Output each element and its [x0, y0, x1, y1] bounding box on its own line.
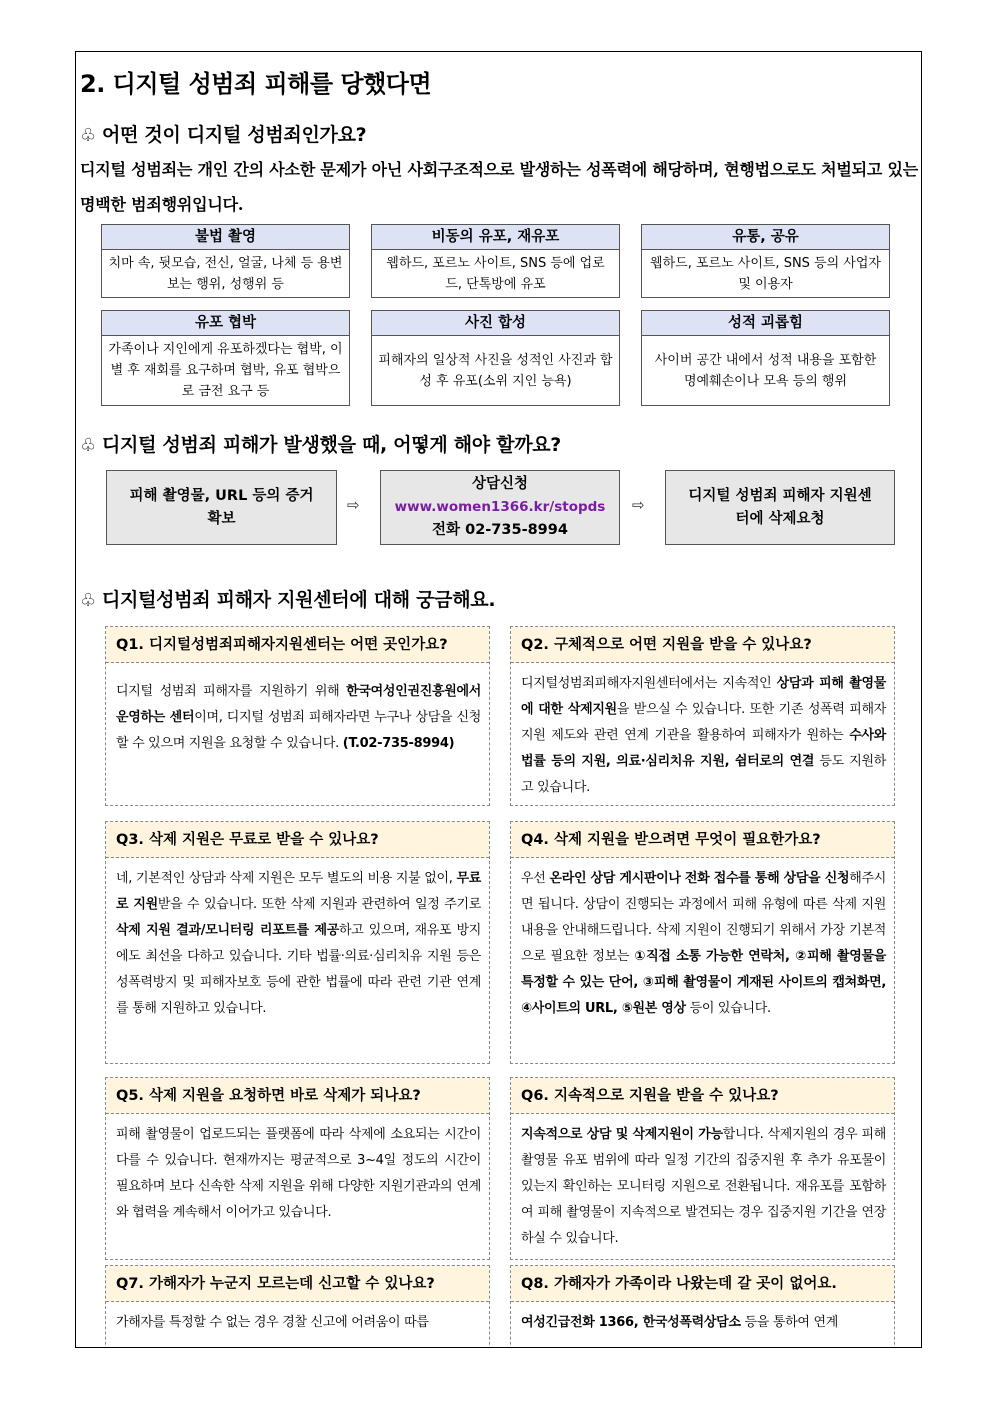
faq-card	[510, 1265, 895, 1348]
arrow-right-icon: ⇨	[347, 496, 360, 514]
document-frame	[75, 51, 922, 1348]
step-delete-request	[665, 470, 895, 545]
faq-card	[105, 1077, 490, 1260]
faq-answer	[511, 663, 894, 805]
answer-text: 디지털성범죄피해자지원센터에서는 지속적인	[521, 676, 777, 691]
step-consult-title: 상담신청	[471, 476, 529, 492]
category-title: 유통, 공유	[642, 225, 889, 250]
faq-question: Q8. 가해자가 가족이라 나왔는데 갈 곳이 없어요.	[511, 1266, 894, 1302]
faq-answer	[511, 1302, 894, 1340]
category-title: 비동의 유포, 재유포	[372, 225, 619, 250]
answer-emphasis: 상담과 피해 촬영물에 대한 삭제지원	[521, 676, 886, 717]
category-box	[101, 224, 350, 298]
faq-question: Q4. 삭제 지원을 받으려면 무엇이 필요한가요?	[511, 822, 894, 858]
faq-card	[510, 626, 895, 806]
response-heading-text: 디지털 성범죄 피해가 발생했을 때, 어떻게 해야 할까요?	[102, 434, 562, 456]
clover-icon: ♧	[80, 435, 96, 456]
answer-text: 등도 지원하고 있습니다.	[521, 754, 886, 795]
response-heading	[80, 430, 561, 457]
faq-question: Q5. 삭제 지원을 요청하면 바로 삭제가 되나요?	[106, 1078, 489, 1114]
clover-icon: ♧	[80, 125, 96, 146]
answer-text: 등이 있습니다.	[685, 1001, 771, 1016]
what-is-heading-text: 어떤 것이 디지털 성범죄인가요?	[102, 124, 367, 146]
category-desc: 치마 속, 뒷모습, 전신, 얼굴, 나체 등 용변보는 행위, 성행위 등	[108, 255, 343, 292]
faq-answer	[511, 858, 894, 1026]
answer-emphasis: 여성긴급전화 1366, 한국성폭력상담소	[521, 1315, 741, 1330]
intro-paragraph: 디지털 성범죄는 개인 간의 사소한 문제가 아닌 사회구조적으로 발생하는 성폭력에 해당하며, 현행법으로도 처벌되고 있는 명백한 범죄행위입니다.	[80, 160, 918, 214]
section-title: 2. 디지털 성범죄 피해를 당했다면	[80, 70, 432, 98]
answer-text: 가해자를 특정할 수 없는 경우 경찰 신고에 어려움이 따릅	[116, 1315, 429, 1330]
category-title: 성적 괴롭힘	[642, 311, 889, 336]
category-desc: 웹하드, 포르노 사이트, SNS 등에 업로드, 단톡방에 유포	[386, 255, 605, 292]
category-title: 유포 협박	[102, 311, 349, 336]
answer-emphasis: 온라인 상담 게시판이나 전화 접수를 통해 상담을 신청	[549, 871, 850, 886]
faq-question: Q6. 지속적으로 지원을 받을 수 있나요?	[511, 1078, 894, 1114]
what-is-heading	[80, 120, 366, 147]
center-heading-text: 디지털성범죄 피해자 지원센터에 대해 궁금해요.	[102, 589, 496, 611]
faq-answer	[106, 1114, 489, 1230]
answer-emphasis: (T.02-735-8994)	[342, 736, 455, 751]
answer-text: 피해 촬영물이 업로드되는 플랫폼에 따라 삭제에 소요되는 시간이 다를 수 있습니다. 현재까지는 평균적으로 3~4일 정도의 시간이 필요하며 보다 신속한 삭제 지원을 위해 다양한 지원기관과의 연계와 협력을 계속해서 이어가고 있습니다.	[116, 1127, 481, 1220]
clover-icon: ♧	[80, 590, 96, 611]
category-desc: 가족이나 지인에게 유포하겠다는 협박, 이별 후 재회를 요구하며 협박, 유포 협박으로 금전 요구 등	[108, 342, 343, 399]
answer-text: 받을 수 있습니다. 또한 삭제 지원과 관련하여 일정 주기로	[157, 897, 481, 912]
faq-answer	[106, 663, 489, 761]
consult-phone: 전화 02-735-8994	[432, 522, 568, 538]
answer-text: 하고 있으며, 재유포 방지에도 최선을 다하고 있습니다. 기타 법률·의료·심리치유 지원 등은 성폭력방지 및 피해자보호 등에 관한 법률에 따라 관련 기관 연계를 통해 지원하고 있습니다.	[116, 923, 481, 1016]
faq-question: Q7. 가해자가 누군지 모르는데 신고할 수 있나요?	[106, 1266, 489, 1302]
faq-card	[510, 1077, 895, 1260]
faq-question: Q3. 삭제 지원은 무료로 받을 수 있나요?	[106, 822, 489, 858]
answer-emphasis: 수사와 법률 등의 지원, 의료·심리치유 지원, 쉼터로의 연결	[521, 728, 886, 769]
answer-text: 등을 통하여 연계	[740, 1315, 838, 1330]
category-box	[101, 310, 350, 406]
category-box	[641, 310, 890, 406]
answer-emphasis: ①직접 소통 가능한 연락처, ②피해 촬영물을 특정할 수 있는 단어, ③피해 촬영물이 게재된 사이트의 캡쳐화면, ④사이트의 URL, ⑤원본 영상	[521, 949, 887, 1016]
faq-question: Q1. 디지털성범죄피해자지원센터는 어떤 곳인가요?	[106, 627, 489, 663]
step-evidence-text: 피해 촬영물, URL 등의 증거 확보	[129, 487, 314, 527]
faq-question: Q2. 구체적으로 어떤 지원을 받을 수 있나요?	[511, 627, 894, 663]
arrow-right-icon: ⇨	[632, 496, 645, 514]
category-box	[371, 310, 620, 406]
faq-card	[105, 626, 490, 806]
answer-emphasis: 지속적으로 상담 및 삭제지원이 가능	[521, 1127, 723, 1142]
step-evidence	[106, 470, 337, 545]
faq-card	[105, 1265, 490, 1348]
category-desc: 사이버 공간 내에서 성적 내용을 포함한 명예훼손이나 모욕 등의 행위	[654, 352, 877, 389]
category-box	[371, 224, 620, 298]
category-desc: 피해자의 일상적 사진을 성적인 사진과 합성 후 유포(소위 지인 능욕)	[378, 352, 613, 389]
step-consult	[380, 470, 620, 545]
answer-text: 이며, 디지털 성범죄 피해자라면 누구나 상담을 신청할 수 있으며 지원을 요청할 수 있습니다.	[116, 710, 481, 751]
category-title: 불법 촬영	[102, 225, 349, 250]
answer-text: 디지털 성범죄 피해자를 지원하기 위해	[116, 684, 347, 699]
faq-card	[510, 821, 895, 1064]
category-desc: 웹하드, 포르노 사이트, SNS 등의 사업자 및 이용자	[650, 255, 881, 292]
answer-text: 을 받으실 수 있습니다. 또한 기존 성폭력 피해자 지원 제도와 관련 연계 기관을 활용하여 피해자가 원하는	[521, 702, 886, 743]
consult-url-link[interactable]: www.women1366.kr/stopds	[394, 499, 606, 515]
answer-emphasis: 무료로 지원	[116, 871, 481, 912]
category-box	[641, 224, 890, 298]
answer-text: 합니다. 삭제지원의 경우 피해 촬영물 유포 범위에 따라 일정 기간의 집중지원 후 추가 유포물이 있는지 확인하는 모니터링 지원으로 전환됩니다. 재유포를 포함하여 피해 촬영물이 지속적으로 발견되는 경우 집중지원 기간을 연장하실 수 있습니다.	[521, 1127, 886, 1246]
answer-text: 우선	[521, 871, 550, 886]
faq-answer	[106, 858, 489, 1026]
answer-emphasis: 한국여성인권진흥원에서 운영하는 센터	[116, 684, 481, 725]
category-title: 사진 합성	[372, 311, 619, 336]
faq-answer	[106, 1302, 489, 1340]
step-delete-text: 디지털 성범죄 피해자 지원센터에 삭제요청	[688, 487, 872, 527]
faq-card	[105, 821, 490, 1064]
center-heading	[80, 585, 495, 612]
answer-text: 네, 기본적인 상담과 삭제 지원은 모두 별도의 비용 지불 없이,	[116, 871, 457, 886]
answer-emphasis: 삭제 지원 결과/모니터링 리포트를 제공	[116, 923, 339, 938]
answer-text: 해주시면 됩니다. 상담이 진행되는 과정에서 피해 유형에 따른 삭제 지원 내용을 안내해드립니다. 삭제 지원이 진행되기 위해서 가장 기본적으로 필요한 정보는	[521, 871, 886, 964]
faq-answer	[511, 1114, 894, 1256]
